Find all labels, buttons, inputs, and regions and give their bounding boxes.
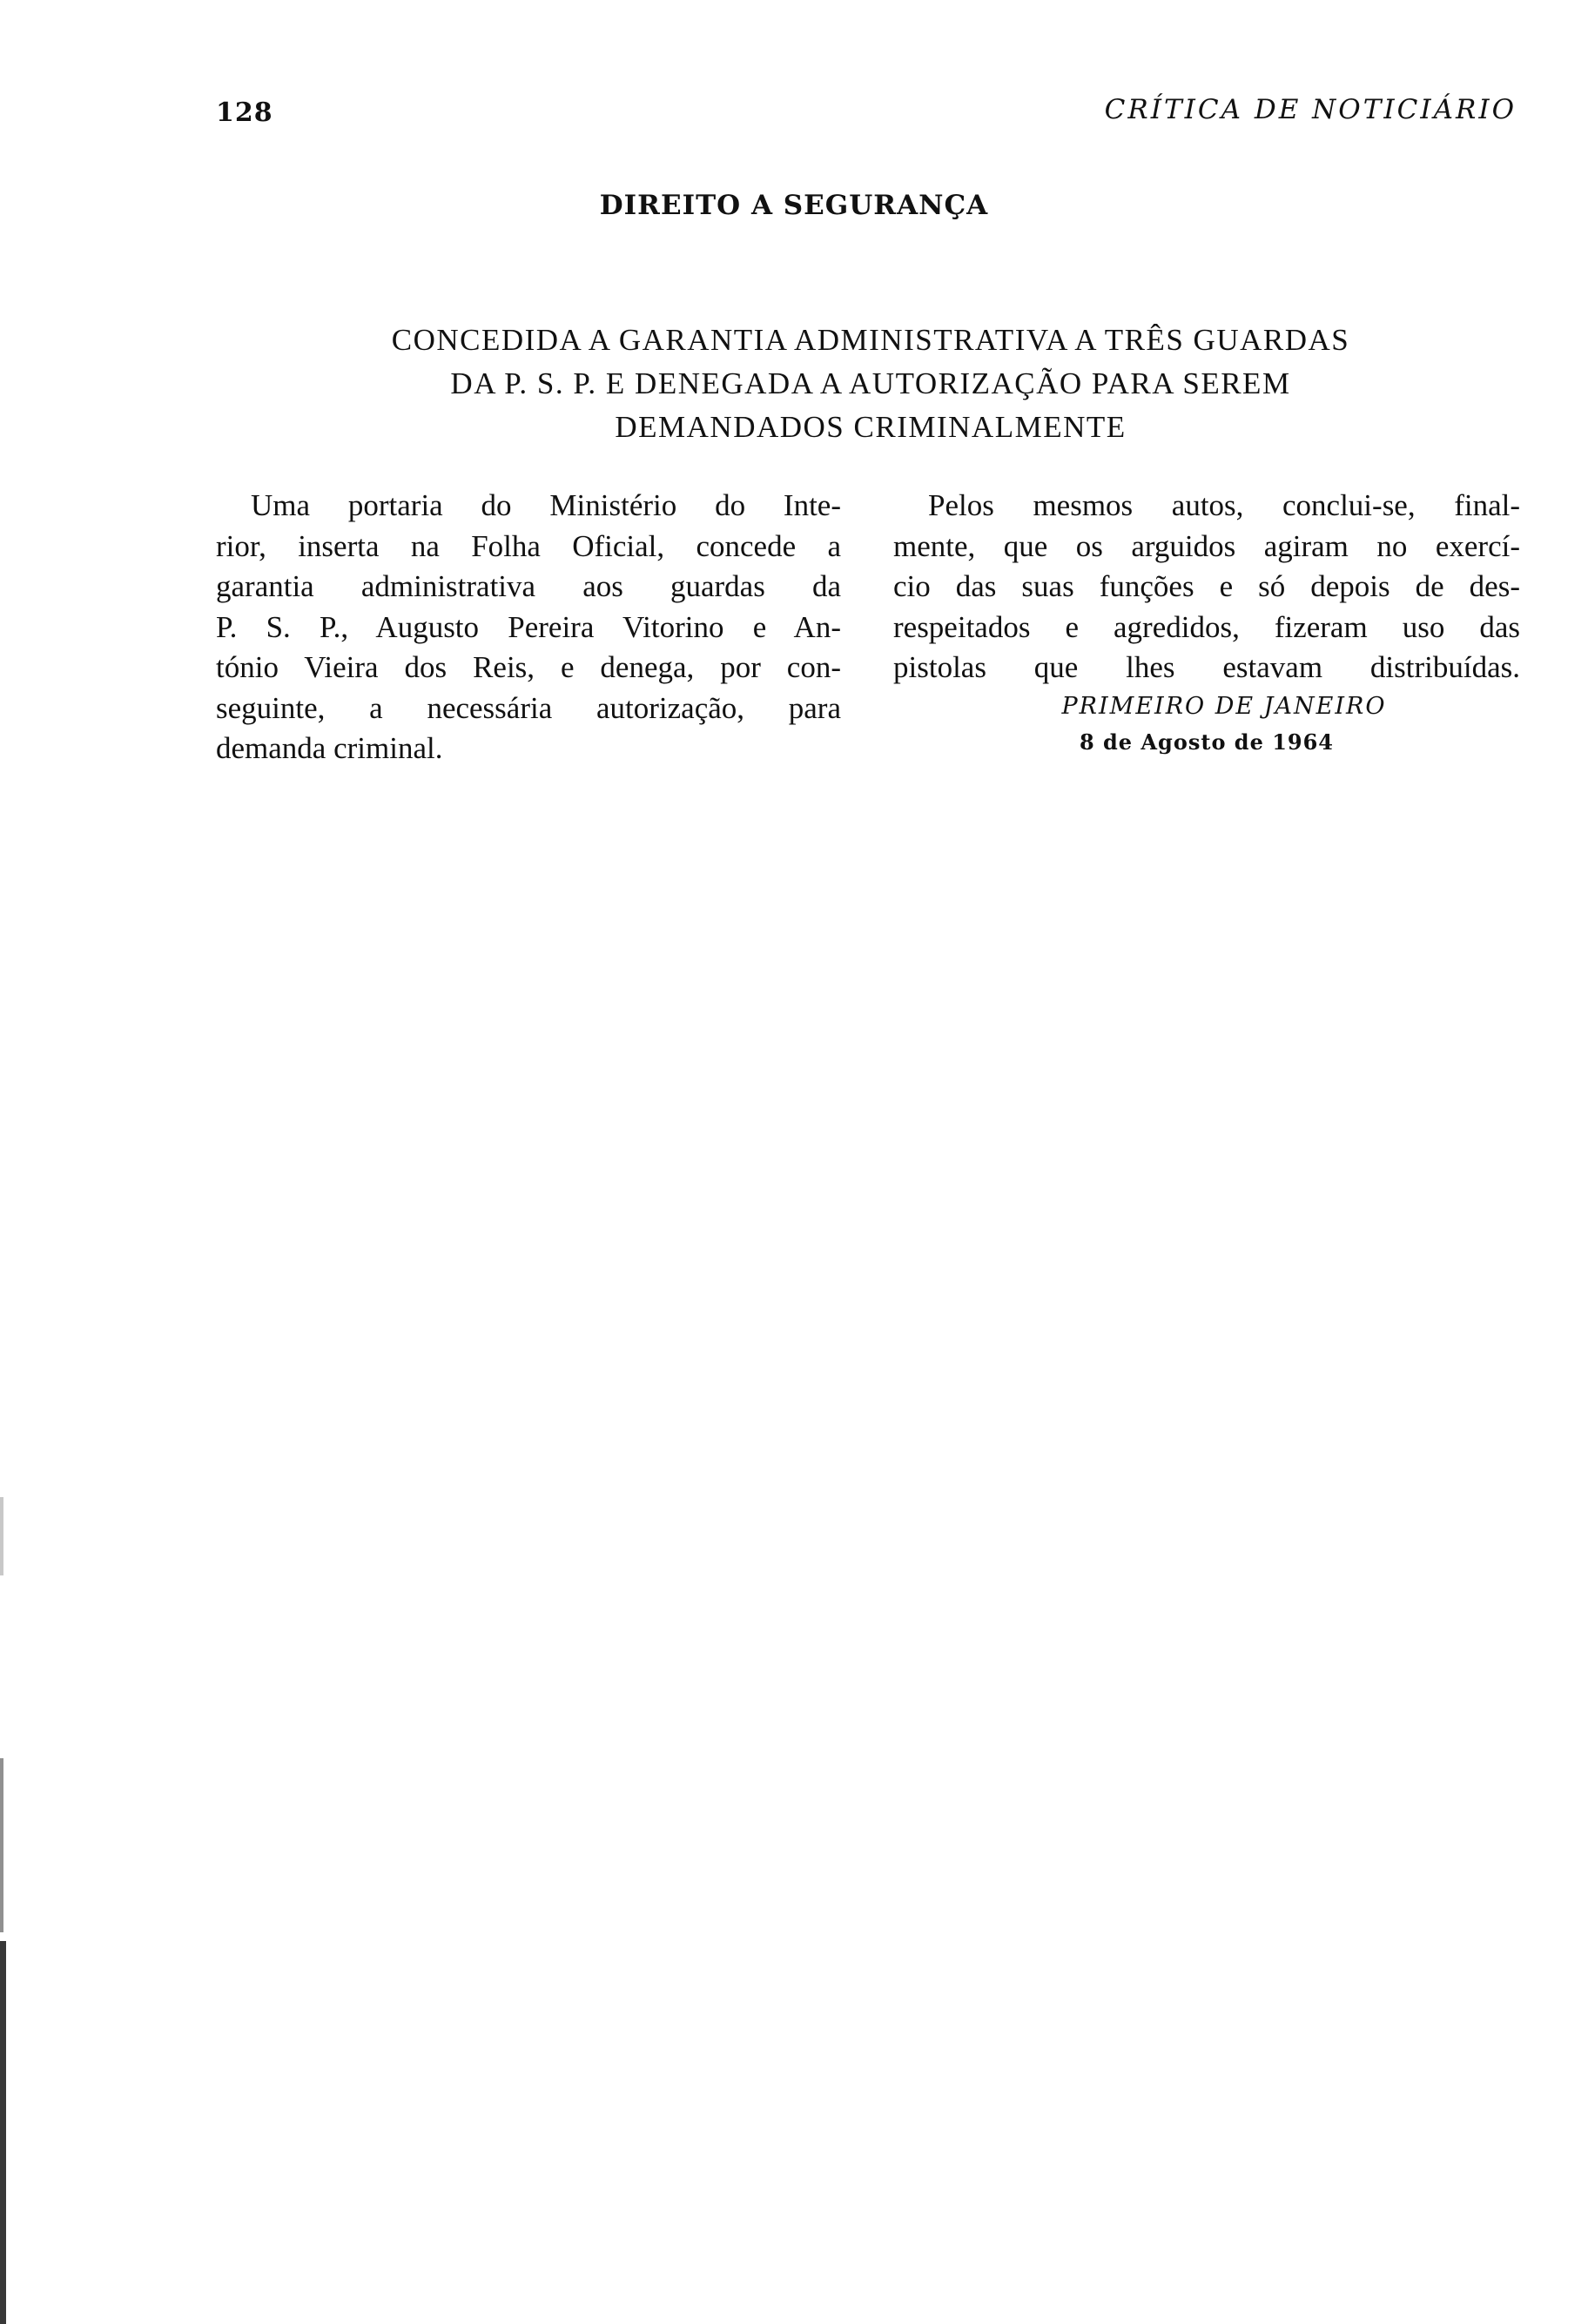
running-title: CRÍTICA DE NOTICIÁRIO — [1104, 94, 1517, 125]
headline-line: CONCEDIDA A GARANTIA ADMINISTRATIVA A TRÊS GUARDAS — [391, 323, 1350, 357]
headline-line: DA P. S. P. E DENEGADA A AUTORIZAÇÃO PARA SEREM — [450, 366, 1291, 400]
source-date: 8 de Agosto de 1964 — [1079, 729, 1335, 755]
body-line: Uma portaria do Ministério do Inte- — [251, 488, 841, 522]
body-line: mente, que os arguidos agiram no exercí- — [893, 528, 1520, 563]
body-column-left — [216, 486, 841, 769]
section-title: DIREITO A SEGURANÇA — [599, 190, 989, 221]
body-line: cio das suas funções e só depois de des- — [893, 569, 1520, 603]
source-attribution: PRIMEIRO DE JANEIRO — [1061, 693, 1387, 720]
scan-edge-mark — [0, 1758, 3, 1932]
body-line: P. S. P., Augusto Pereira Vitorino e An- — [216, 609, 841, 644]
scan-edge-mark — [0, 1497, 3, 1575]
body-column-right — [893, 486, 1520, 688]
body-line: seguinte, a necessária autorização, para — [216, 690, 841, 725]
body-line: tónio Vieira dos Reis, e denega, por con- — [216, 650, 841, 684]
body-line: Pelos mesmos autos, conclui-se, final- — [928, 488, 1520, 522]
body-line: rior, inserta na Folha Oficial, concede a — [216, 528, 841, 563]
page-number: 128 — [216, 97, 273, 128]
body-line: pistolas que lhes estavam distribuídas. — [893, 650, 1520, 684]
body-line: garantia administrativa aos guardas da — [216, 569, 841, 603]
body-line: respeitados e agredidos, fizeram uso das — [893, 609, 1520, 644]
body-line: demanda criminal. — [216, 731, 443, 765]
headline-line: DEMANDADOS CRIMINALMENTE — [615, 410, 1127, 444]
article-headline — [261, 319, 1480, 449]
scan-edge-mark — [0, 1941, 6, 2324]
